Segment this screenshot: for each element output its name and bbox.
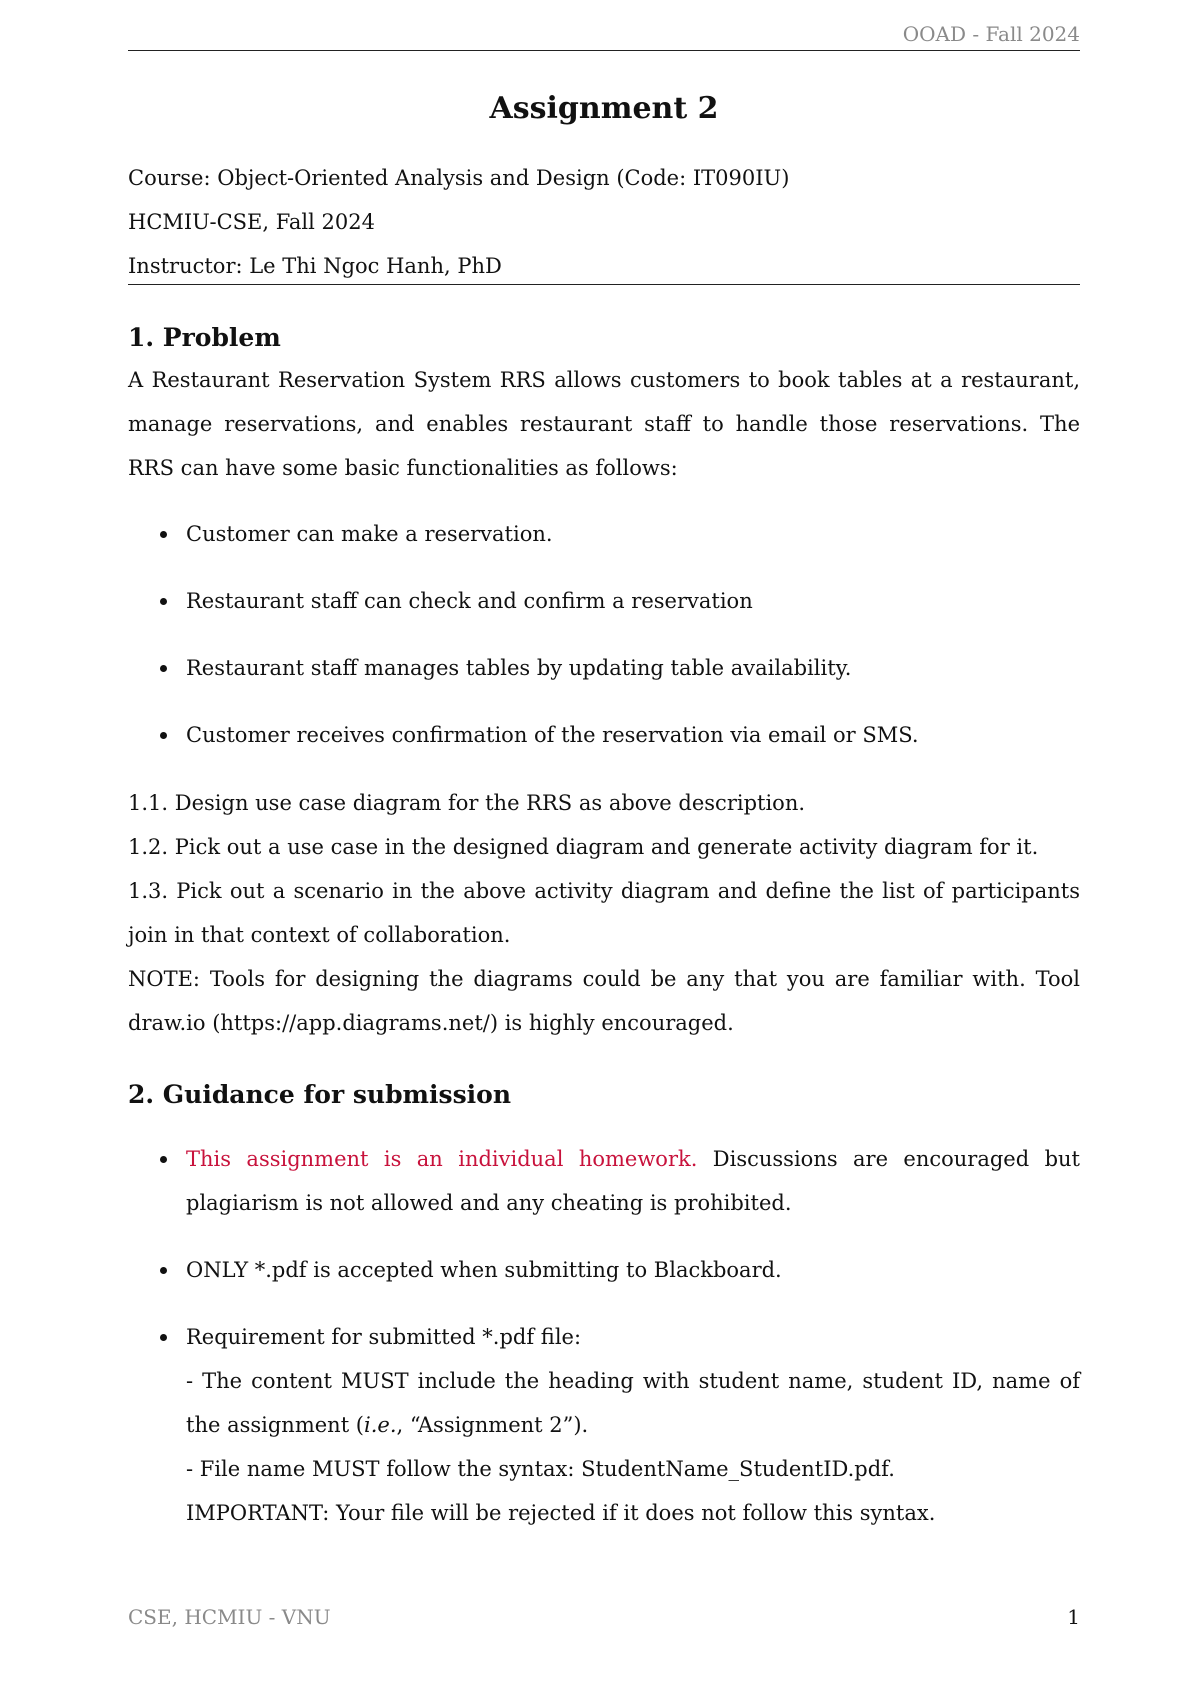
requirement-line-2: - The content MUST include the heading with student name, student ID, name of the assignment (i.e., “Assignment 2”). xyxy=(186,1369,1080,1437)
footer-institution: CSE, HCMIU - VNU xyxy=(128,1605,331,1629)
requirement-line-3: - File name MUST follow the syntax: StudentName_StudentID.pdf. xyxy=(186,1457,895,1481)
requirement-line-4: IMPORTANT: Your file will be rejected if it does not follow this syntax. xyxy=(186,1501,936,1525)
bullet-icon xyxy=(160,1267,167,1274)
running-header: OOAD - Fall 2024 xyxy=(902,22,1080,46)
header-rule xyxy=(128,50,1080,51)
requirement-line-1: Requirement for submitted *.pdf file: xyxy=(186,1325,582,1349)
bullet-icon xyxy=(160,531,167,538)
term-line: HCMIU-CSE, Fall 2024 xyxy=(128,210,375,234)
tool-note: NOTE: Tools for designing the diagrams could be any that you are familiar with. Tool draw.io (https://app.diagrams.net/) is highly encouraged. xyxy=(128,967,1080,1035)
task-1-2: 1.2. Pick out a use case in the designed diagram and generate activity diagram for it. xyxy=(128,835,1039,859)
page-number: 1 xyxy=(1067,1605,1080,1629)
bullet-icon xyxy=(160,1156,167,1163)
instructor-line: Instructor: Le Thi Ngoc Hanh, PhD xyxy=(128,254,502,278)
course-line: Course: Object-Oriented Analysis and Design (Code: IT090IU) xyxy=(128,166,790,190)
guidance-heading: 2. Guidance for submission xyxy=(128,1080,511,1109)
list-item: Restaurant staff manages tables by updating table availability. xyxy=(128,646,1080,690)
task-1-3: 1.3. Pick out a scenario in the above activity diagram and define the list of participants join in that context of collaboration. xyxy=(128,879,1080,947)
functionality-list xyxy=(128,512,1080,757)
problem-heading: 1. Problem xyxy=(128,323,281,352)
list-item: Restaurant staff can check and confirm a reservation xyxy=(128,579,1080,623)
bullet-icon xyxy=(160,1334,167,1341)
list-item: This assignment is an individual homework. Discussions are encouraged but plagiarism is not allowed and any cheating is prohibited. xyxy=(128,1137,1080,1225)
individual-homework-highlight: This assignment is an individual homework. xyxy=(186,1147,698,1171)
task-list xyxy=(128,781,1080,1045)
bullet-icon xyxy=(160,732,167,739)
bullet-icon xyxy=(160,598,167,605)
task-1-1: 1.1. Design use case diagram for the RRS as above description. xyxy=(128,791,806,815)
guidance-list xyxy=(128,1137,1080,1535)
list-item: Customer receives confirmation of the reservation via email or SMS. xyxy=(128,713,1080,757)
bullet-icon xyxy=(160,665,167,672)
list-item: Customer can make a reservation. xyxy=(128,512,1080,556)
document-title: Assignment 2 xyxy=(489,91,719,126)
list-item xyxy=(128,1315,1080,1535)
list-item: ONLY *.pdf is accepted when submitting to Blackboard. xyxy=(128,1248,1080,1292)
problem-intro: A Restaurant Reservation System RRS allows customers to book tables at a restaurant, manage reservations, and enables restaurant staff to handle those reservations. The RRS can have some basic functionalities as follows: xyxy=(128,368,1080,480)
document-body xyxy=(128,88,1080,1535)
